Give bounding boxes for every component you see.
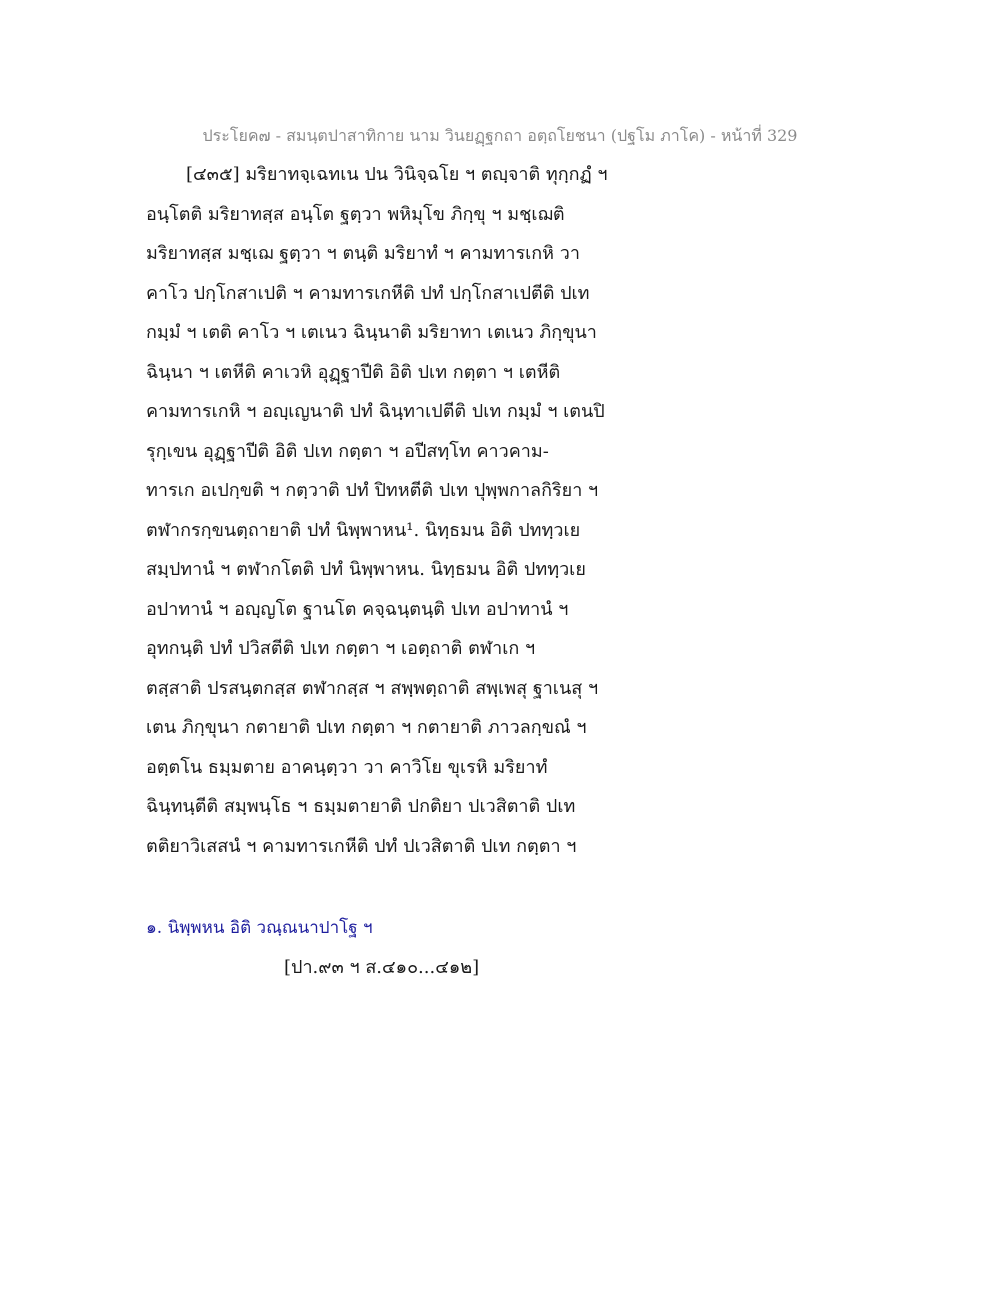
body-line: ตสฺสาติ ปรสนฺตกสฺส ตฬากสฺส ฯ สพฺพตฺถาติ สพฺเพสุ ฐาเนสุ ฯ (146, 677, 599, 699)
body-line: เตน ภิกฺขุนา กตายาติ ปเท กตฺตา ฯ กตายาติ ภาวลกฺขณํ ฯ (146, 717, 587, 738)
body-line: อุทกนฺติ ปทํ ปวิสตีติ ปเท กตฺตา ฯ เอตฺถาติ ตฬาเก ฯ (146, 638, 536, 659)
body-line: อปาทานํ ฯ อญฺญโต ฐานโต คจฺฉนฺตนฺติ ปเท อปาทานํ ฯ (146, 598, 569, 620)
body-line: มริยาทสฺส มชฺเฌ ฐตฺวา ฯ ตนฺติ มริยาทํ ฯ คามทารเกหิ วา (146, 243, 580, 264)
body-line: รุกฺเขน อุฏฺฐาปีติ อิติ ปเท กตฺตา ฯ อปีสทฺโท คาวคาม- (146, 440, 549, 462)
body-line: อตฺตโน ธมฺมตาย อาคนฺตฺวา วา คาวิโย ขุเรหิ มริยาทํ (146, 756, 548, 778)
body-line: คาโว ปกฺโกสาเปติ ฯ คามทารเกหีติ ปทํ ปกฺโกสาเปตีติ ปเท (146, 282, 590, 304)
body-line: ตฬากรกฺขนตฺถายาติ ปทํ นิพฺพาหน¹. นิทฺธมน อิติ ปททฺวเย (146, 519, 581, 541)
body-line: ฉินฺนา ฯ เตหีติ คาเวหิ อุฏฺฐาปีติ อิติ ปเท กตฺตา ฯ เตหีติ (146, 361, 561, 383)
body-line: กมฺมํ ฯ เตติ คาโว ฯ เตเนว ฉินฺนาติ มริยาทา เตเนว ภิกฺขุนา (146, 322, 597, 343)
running-header: ประโยค๗ - สมนฺตปาสาทิกาย นาม วินยฏฺฐกถา อตฺถโยชนา (ปฐโม ภาโค) - หน้าที่ 329 (202, 126, 798, 145)
body-text (146, 160, 706, 871)
body-line: คามทารเกหิ ฯ อญฺเญนาติ ปทํ ฉินฺทาเปตีติ ปเท กมฺมํ ฯ เตนปิ (146, 401, 605, 422)
body-line: ทารเก อเปกฺขติ ฯ กตฺวาติ ปทํ ปิทหตีติ ปเท ปุพฺพกาลกิริยา ฯ (146, 480, 599, 501)
body-line: สมฺปทานํ ฯ ตฬากโตติ ปทํ นิพฺพาหน. นิทฺธมน อิติ ปททฺวเย (146, 559, 586, 580)
body-line: [๔๓๕] มริยาทจฺเฉทเน ปน วินิจฺฉโย ฯ ตญฺจาติ ทุกฺกฏํ ฯ (186, 164, 608, 185)
body-line: ตติยาวิเสสนํ ฯ คามทารเกหีติ ปทํ ปเวสิตาติ ปเท กตฺตา ฯ (146, 835, 577, 857)
footnote: ๑. นิพฺพหน อิติ วณฺณนาปาโฐ ฯ (146, 918, 373, 938)
page-reference: [ปา.๙๓ ฯ ส.๔๑๐...๔๑๒] (284, 957, 480, 978)
body-line: ฉินฺทนฺตีติ สมฺพนฺโธ ฯ ธมฺมตายาติ ปกติยา ปเวสิตาติ ปเท (146, 796, 576, 817)
body-line: อนฺโตติ มริยาทสฺส อนฺโต ฐตฺวา พหิมุโข ภิกฺขุ ฯ มชฺเฌติ (146, 203, 565, 225)
